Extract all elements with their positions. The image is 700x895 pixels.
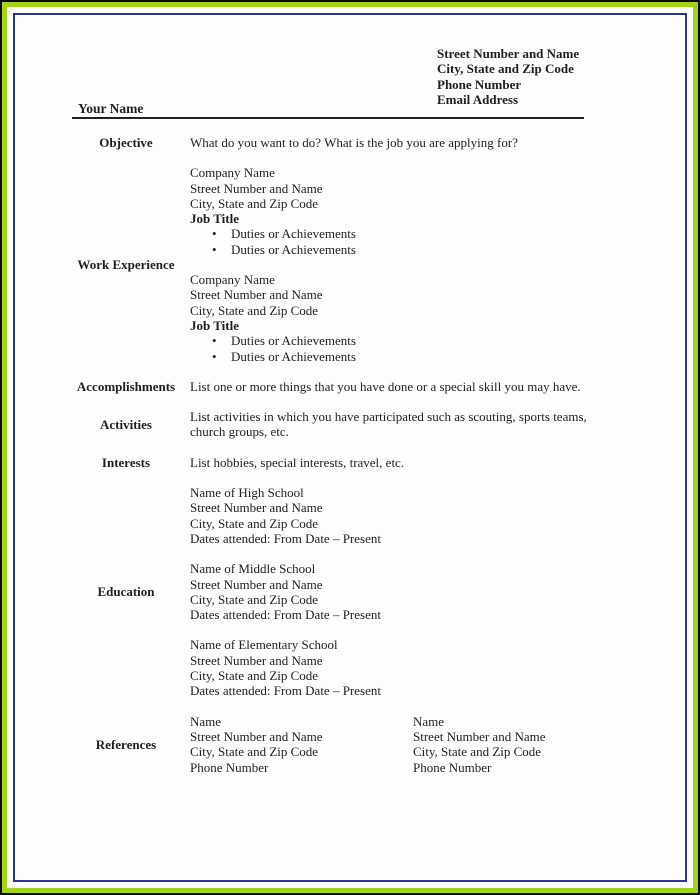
objective-label: Objective bbox=[99, 135, 153, 150]
job-city: City, State and Zip Code bbox=[190, 302, 319, 318]
activities-text-line: List activities in which you have participated such as scouting, sports teams, bbox=[190, 409, 587, 425]
reference-street: Street Number and Name bbox=[413, 728, 546, 744]
school-street: Street Number and Name bbox=[190, 500, 323, 516]
school-name: Name of Elementary School bbox=[190, 637, 338, 653]
reference-name: Name bbox=[190, 713, 222, 729]
job-duties-list bbox=[190, 333, 660, 364]
interests-text: List hobbies, special interests, travel, etc. bbox=[190, 454, 405, 470]
reference-city: City, State and Zip Code bbox=[413, 744, 542, 760]
references-label: References bbox=[95, 736, 157, 752]
school-city: City, State and Zip Code bbox=[190, 668, 319, 684]
school-name: Name of High School bbox=[190, 485, 304, 501]
job-title: Job Title bbox=[190, 317, 240, 333]
job-city: City, State and Zip Code bbox=[190, 195, 319, 211]
job-duty: • Duties or Achievements bbox=[190, 226, 660, 241]
school-entry bbox=[190, 561, 660, 622]
name-underline bbox=[72, 117, 584, 119]
contact-street: Street Number and Name bbox=[437, 46, 580, 61]
reference-entry bbox=[413, 714, 660, 775]
section-activities bbox=[15, 409, 685, 440]
job-duty: • Duties or Achievements bbox=[190, 333, 660, 348]
references-columns bbox=[190, 714, 660, 775]
job-street: Street Number and Name bbox=[190, 287, 323, 303]
job-company: Company Name bbox=[190, 165, 275, 181]
contact-city: City, State and Zip Code bbox=[437, 61, 574, 77]
contact-phone: Phone Number bbox=[437, 76, 522, 92]
job-company: Company Name bbox=[190, 272, 275, 288]
reference-phone: Phone Number bbox=[190, 759, 269, 775]
school-dates: Dates attended: From Date – Present bbox=[190, 607, 381, 623]
document-canvas bbox=[13, 13, 687, 882]
green-border-frame bbox=[2, 2, 698, 893]
section-work-experience bbox=[15, 165, 685, 364]
reference-city: City, State and Zip Code bbox=[190, 744, 319, 760]
school-dates: Dates attended: From Date – Present bbox=[190, 530, 381, 546]
job-duties-list bbox=[190, 226, 660, 257]
school-dates: Dates attended: From Date – Present bbox=[190, 683, 381, 699]
job-street: Street Number and Name bbox=[190, 180, 323, 196]
accomplishments-text: List one or more things that you have done or a special skill you may have. bbox=[190, 378, 581, 394]
job-entry bbox=[190, 165, 660, 257]
activities-label: Activities bbox=[100, 416, 152, 432]
resume-sections bbox=[15, 135, 685, 775]
section-references bbox=[15, 714, 685, 775]
school-city: City, State and Zip Code bbox=[190, 515, 319, 531]
accomplishments-label: Accomplishments bbox=[76, 378, 176, 394]
interests-label: Interests bbox=[101, 454, 151, 470]
contact-block bbox=[437, 46, 579, 107]
reference-name: Name bbox=[413, 713, 445, 729]
contact-email: Email Address bbox=[437, 91, 519, 107]
education-label: Education bbox=[97, 584, 155, 600]
activities-text-line: church groups, etc. bbox=[190, 424, 289, 440]
section-accomplishments bbox=[15, 379, 685, 394]
your-name: Your Name bbox=[78, 101, 144, 116]
job-title: Job Title bbox=[190, 211, 240, 227]
school-name: Name of Middle School bbox=[190, 561, 316, 577]
reference-entry bbox=[190, 714, 413, 775]
section-education bbox=[15, 485, 685, 699]
school-city: City, State and Zip Code bbox=[190, 591, 319, 607]
job-entry bbox=[190, 272, 660, 364]
reference-phone: Phone Number bbox=[413, 759, 492, 775]
school-street: Street Number and Name bbox=[190, 652, 323, 668]
section-interests bbox=[15, 455, 685, 470]
section-objective bbox=[15, 135, 685, 150]
school-entry bbox=[190, 637, 660, 698]
school-entry bbox=[190, 485, 660, 546]
job-duty: • Duties or Achievements bbox=[190, 349, 660, 364]
work-experience-label: Work Experience bbox=[77, 256, 175, 272]
job-duty: • Duties or Achievements bbox=[190, 242, 660, 257]
objective-text: What do you want to do? What is the job you are applying for? bbox=[190, 135, 518, 150]
school-street: Street Number and Name bbox=[190, 576, 323, 592]
reference-street: Street Number and Name bbox=[190, 728, 323, 744]
